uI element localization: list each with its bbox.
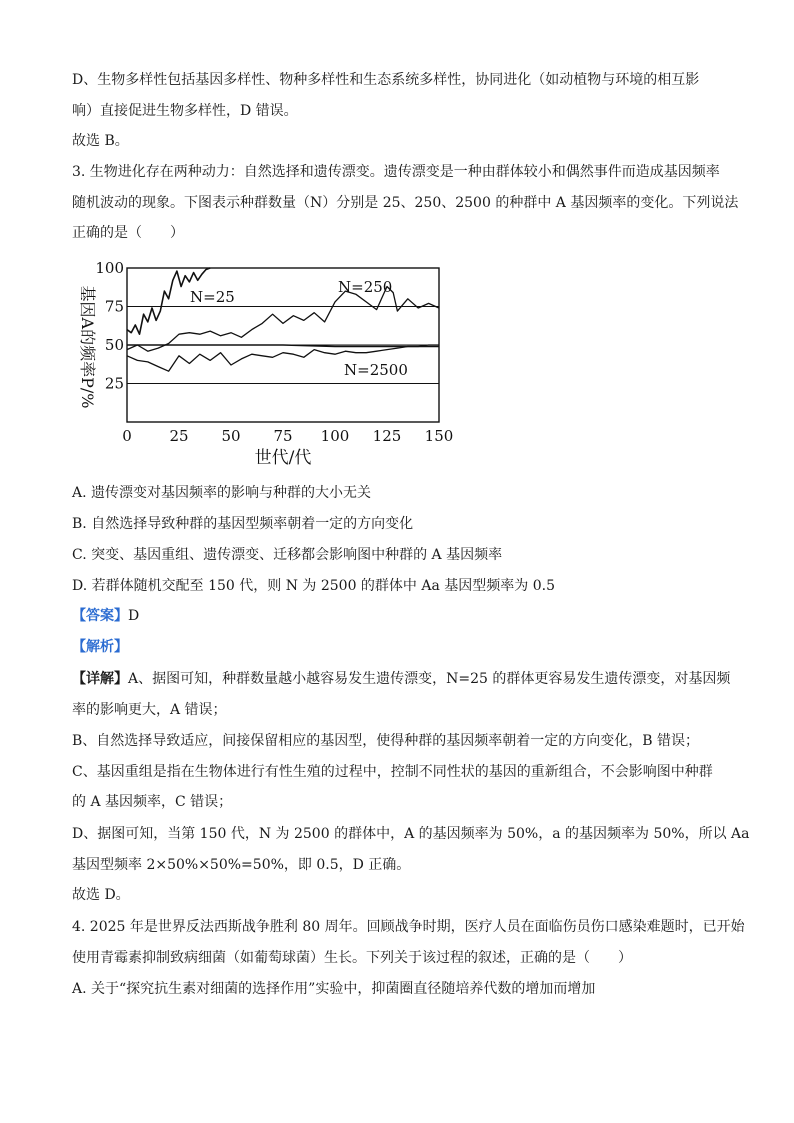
x-tick-label: 100	[320, 427, 350, 445]
detail-line: C、基因重组是指在生物体进行有性生殖的过程中，控制不同性状的基因的重新组合，不会影响图中种群	[72, 764, 713, 780]
answer-tag: 【答案】	[72, 608, 128, 624]
x-tick-label: 50	[221, 427, 241, 445]
detail-tag: 【详解】	[72, 671, 128, 687]
y-tick-label: 25	[104, 374, 124, 393]
x-tick-label: 0	[122, 427, 132, 445]
x-tick-label: 125	[372, 427, 402, 445]
series-label: N=25	[190, 288, 235, 306]
question-stem: 正确的是（ ）	[72, 225, 184, 241]
series-label: N=250	[338, 278, 393, 296]
y-tick-label: 100	[95, 259, 124, 277]
detail-line: 基因型频率 2×50%×50%=50%，即 0.5，D 正确。	[72, 857, 411, 873]
x-tick-label: 150	[424, 427, 454, 445]
answer-line	[72, 606, 139, 626]
detail-line: B、自然选择导致适应，间接保留相应的基因型，使得种群的基因频率朝着一定的方向变化，B 错误；	[72, 733, 700, 749]
x-axis-title: 世代/代	[254, 448, 312, 468]
next-question-stem: 使用青霉素抑制致病细菌（如葡萄球菌）生长。下列关于该过程的叙述，正确的是（ ）	[72, 950, 632, 966]
next-question-option-a: A. 关于“探究抗生素对细菌的选择作用”实验中，抑菌圈直径随培养代数的增加而增加	[72, 981, 596, 997]
y-tick-label: 75	[104, 297, 124, 316]
x-tick-label: 25	[169, 427, 189, 445]
y-axis-title: 基因A的频率P/%	[78, 285, 97, 409]
answer-value: D	[128, 608, 140, 624]
option-b: B. 自然选择导致种群的基因型频率朝着一定的方向变化	[72, 516, 414, 532]
text-line: 响）直接促进生物多样性，D 错误。	[72, 103, 298, 119]
detail-line: 故选 D。	[72, 887, 130, 903]
y-tick-label: 50	[104, 336, 124, 354]
detail-line: 的 A 基因频率，C 错误；	[72, 794, 233, 810]
series-label: N=2500	[344, 361, 408, 379]
detail-line	[72, 669, 730, 689]
question-stem: 随机波动的现象。下图表示种群数量（N）分别是 25、250、2500 的种群中 A 基因频率的变化。下列说法	[72, 195, 739, 211]
option-d: D. 若群体随机交配至 150 代，则 N 为 2500 的群体中 Aa 基因型频率为 0.5	[72, 578, 555, 594]
question-stem: 3. 生物进化存在两种动力：自然选择和遗传漂变。遗传漂变是一种由群体较小和偶然事件而造成基因频率	[72, 164, 720, 180]
gene-frequency-chart	[72, 258, 472, 473]
analysis-tag: 【解析】	[72, 639, 128, 655]
x-tick-label: 75	[273, 427, 293, 445]
analysis-line	[72, 637, 128, 657]
option-c: C. 突变、基因重组、遗传漂变、迁移都会影响图中种群的 A 基因频率	[72, 547, 503, 563]
text-line: D、生物多样性包括基因多样性、物种多样性和生态系统多样性，协同进化（如动植物与环境的相互影	[72, 72, 700, 88]
series-line-N250	[127, 287, 439, 352]
detail-line: 率的影响更大，A 错误；	[72, 702, 227, 718]
detail-line: D、据图可知，当第 150 代，N 为 2500 的群体中，A 的基因频率为 50%，a 的基因频率为 50%，所以 Aa	[72, 826, 750, 842]
next-question-stem: 4. 2025 年是世界反法西斯战争胜利 80 周年。回顾战争时期，医疗人员在面临伤员伤口感染难题时，已开始	[72, 919, 745, 935]
detail-text: A、据图可知，种群数量越小越容易发生遗传漂变，N=25 的群体更容易发生遗传漂变，对基因频	[128, 671, 731, 687]
option-a: A. 遗传漂变对基因频率的影响与种群的大小无关	[72, 485, 372, 501]
text-line: 故选 B。	[72, 133, 129, 149]
